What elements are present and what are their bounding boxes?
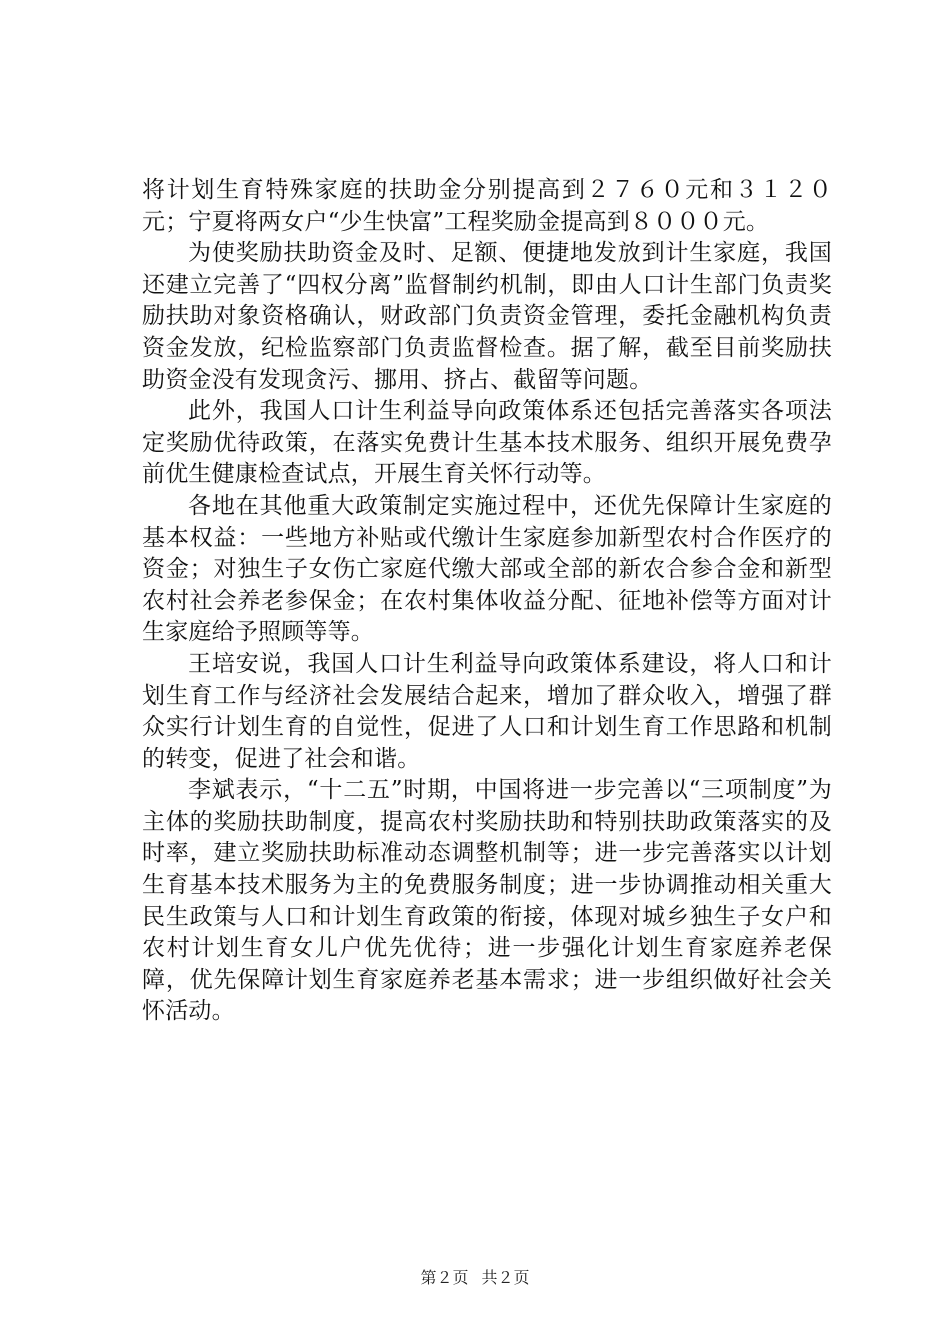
paragraph-local-rights: 各地在其他重大政策制定实施过程中，还优先保障计生家庭的基本权益：一些地方补贴或代缴计生家庭参加新型农村合作医疗的资金；对独生子女伤亡家庭代缴大部或全部的新农合参合金和新型农村社会养老参保金；在农村集体收益分配、征地补偿等方面对计生家庭给予照顾等等。	[142, 492, 832, 646]
paragraph-continuation: 将计划生育特殊家庭的扶助金分别提高到２７６０元和３１２０元；宁夏将两女户“少生快富”工程奖励金提高到８０００元。	[142, 177, 832, 235]
page-number: 第２页	[420, 1268, 469, 1287]
paragraph-li-bin-quote: 李斌表示，“十二五”时期，中国将进一步完善以“三项制度”为主体的奖励扶助制度，提高农村奖励扶助和特别扶助政策落实的及时率，建立奖励扶助标准动态调整机制等；进一步完善落实以计划生育基本技术服务为主的免费服务制度；进一步协调推动相关重大民生政策与人口和计划生育政策的衔接，体现对城乡独生子女户和农村计划生育女儿户优先优待；进一步强化计划生育家庭养老保障，优先保障计划生育家庭养老基本需求；进一步组织做好社会关怀活动。	[142, 777, 832, 1025]
document-body	[142, 175, 832, 1028]
paragraph-wang-peian-quote: 王培安说，我国人口计生利益导向政策体系建设，将人口和计划生育工作与经济社会发展结合起来，增加了群众收入，增强了群众实行计划生育的自觉性，促进了人口和计划生育工作思路和机制的转变，促进了社会和谐。	[142, 650, 832, 772]
page-footer	[0, 1268, 950, 1288]
paragraph-policy-system: 此外，我国人口计生利益导向政策体系还包括完善落实各项法定奖励优待政策，在落实免费计生基本技术服务、组织开展免费孕前优生健康检查试点，开展生育关怀行动等。	[142, 398, 832, 488]
paragraph-fund-supervision: 为使奖励扶助资金及时、足额、便捷地发放到计生家庭，我国还建立完善了“四权分离”监督制约机制，即由人口计生部门负责奖励扶助对象资格确认，财政部门负责资金管理，委托金融机构负责资金发放，纪检监察部门负责监督检查。据了解，截至目前奖励扶助资金没有发现贪污、挪用、挤占、截留等问题。	[142, 240, 832, 393]
page-total: 共２页	[481, 1268, 530, 1287]
